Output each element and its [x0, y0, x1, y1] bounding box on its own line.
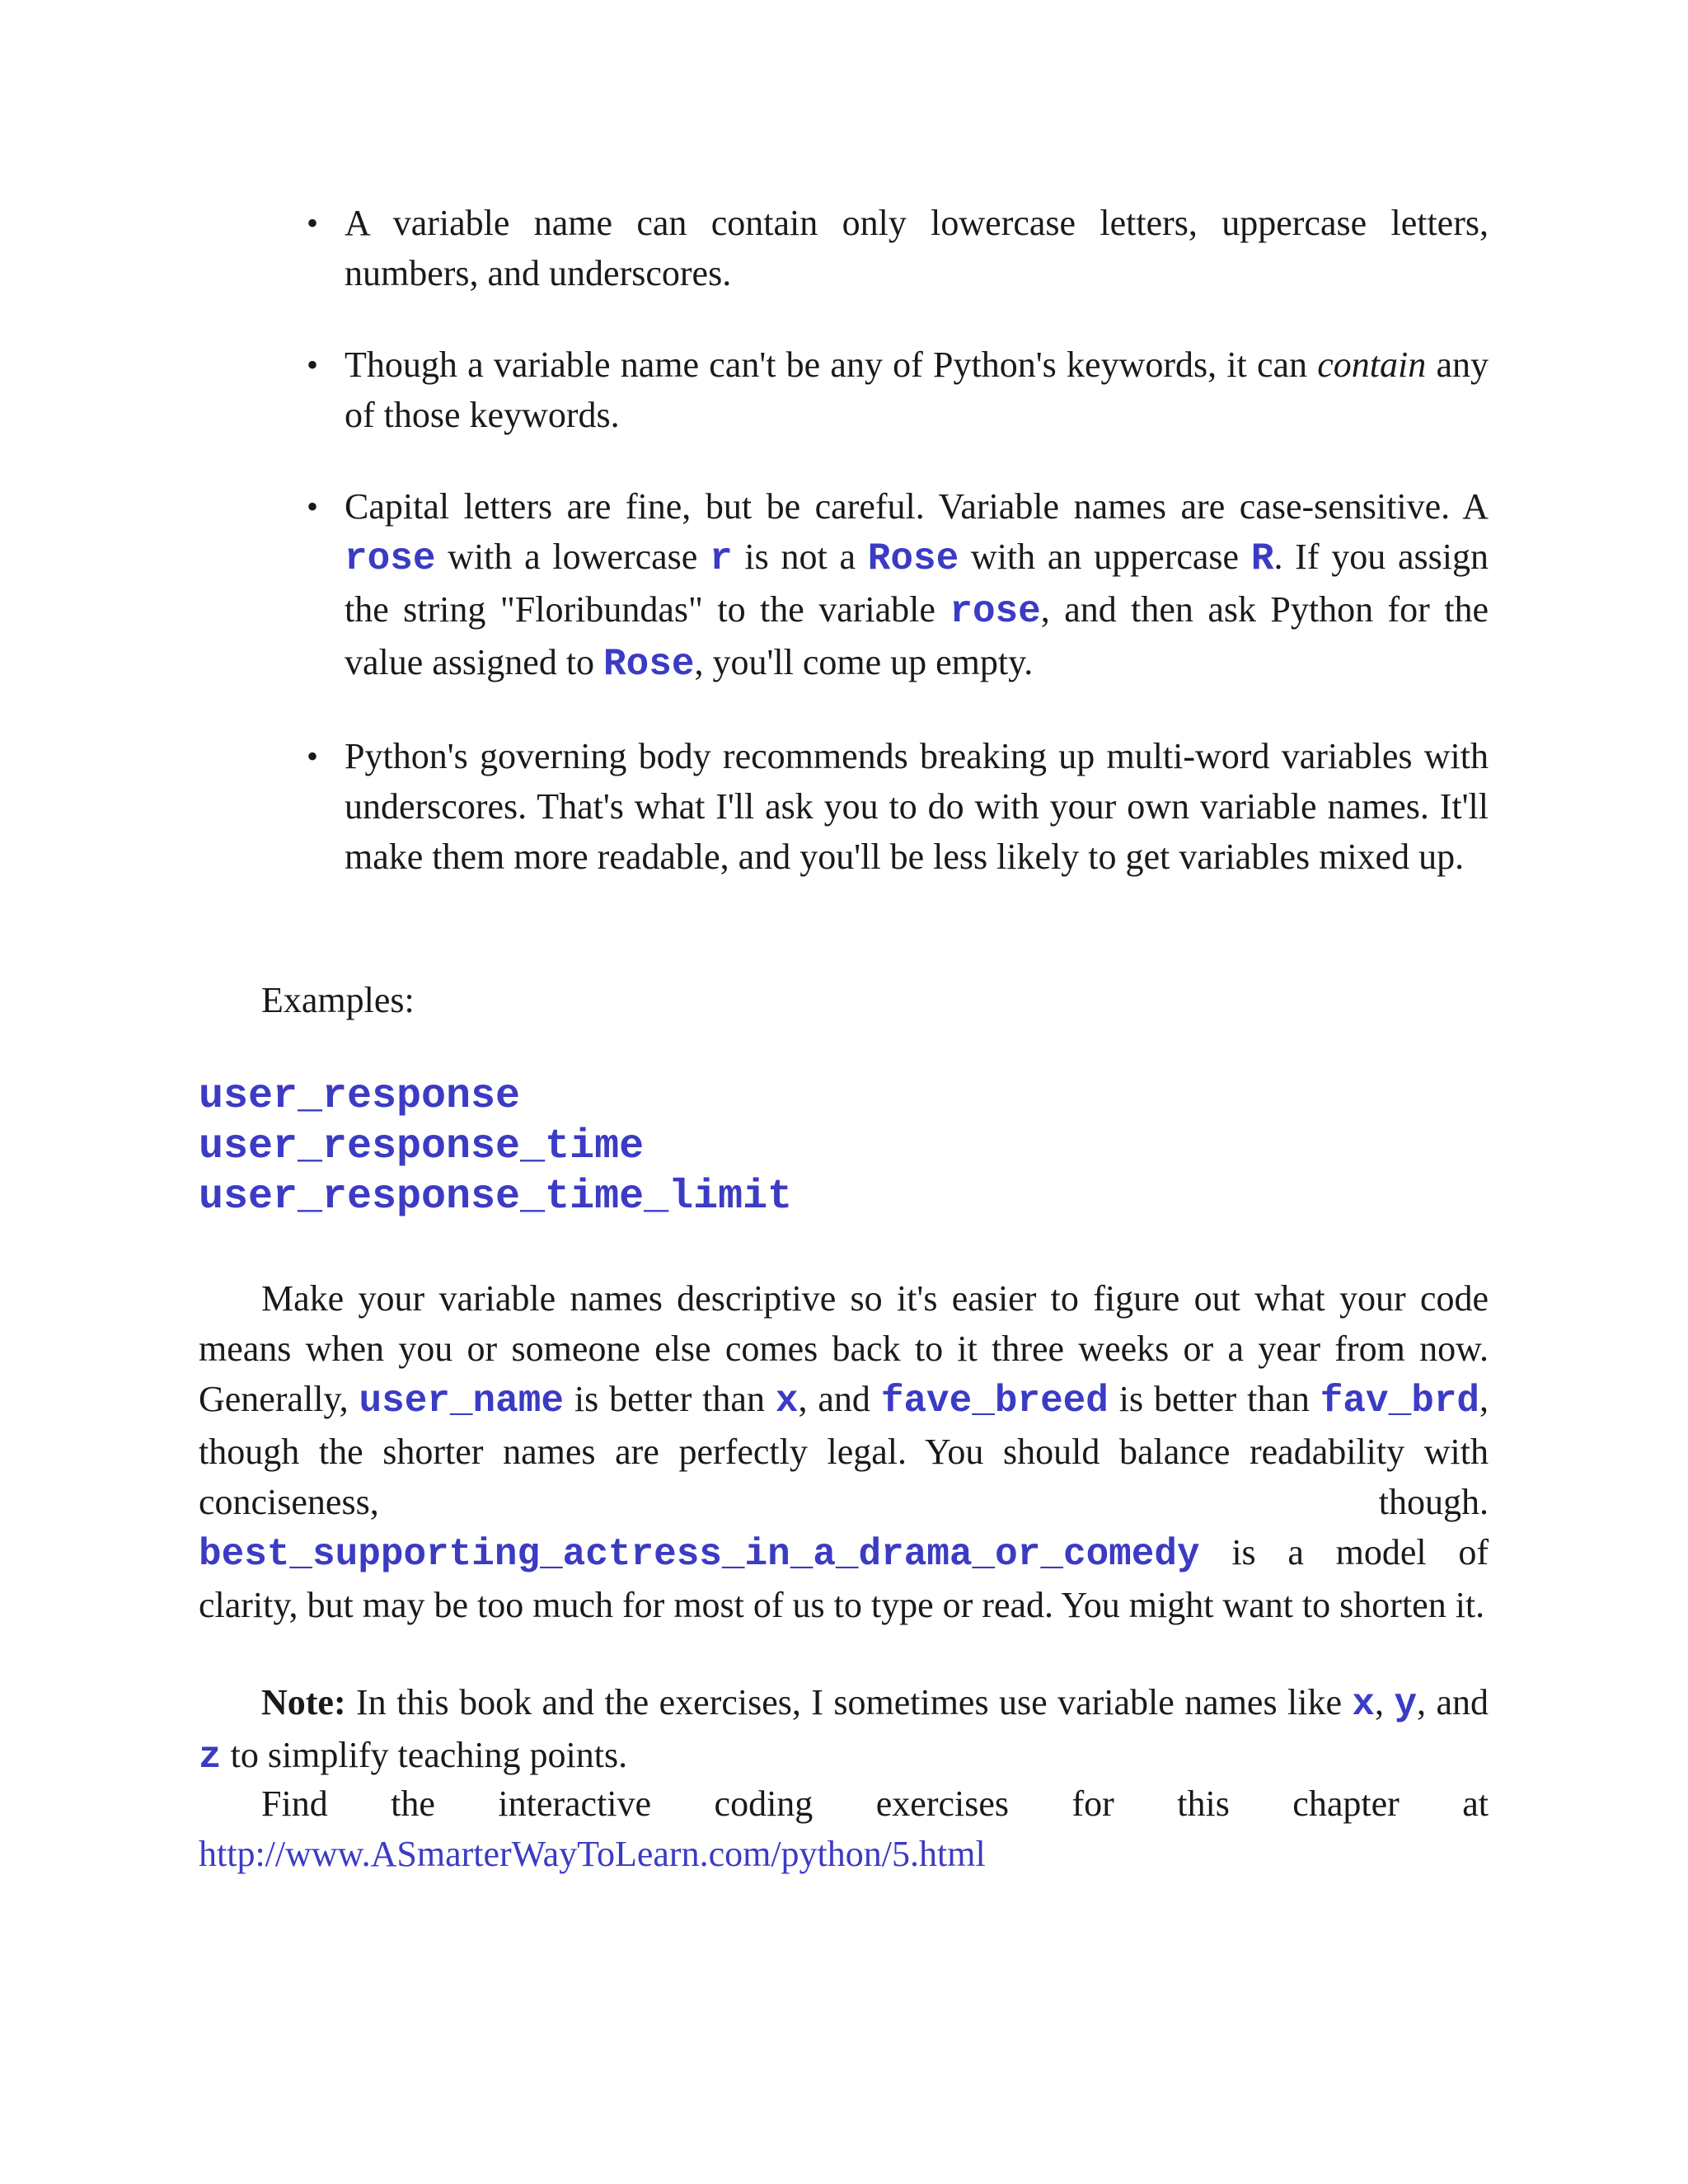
code-line: user_response_time_limit [199, 1174, 793, 1221]
inline-code: y [1394, 1683, 1418, 1726]
paragraph-text: is a model of clarity, but may be too much for most of us to type or read. You might want to shorten it. [199, 1532, 1489, 1625]
bullet-text: Python's governing body recommends breaking up multi-word variables with underscores. That's what I'll ask you to do with your own variable names. It'll make them more readable, and you'll be less likely to get variables mixed up. [345, 736, 1489, 877]
bullet-text: with an uppercase [959, 537, 1251, 577]
inline-code: z [199, 1736, 222, 1779]
inline-code: x [775, 1380, 799, 1422]
paragraph-text: In this book and the exercises, I sometimes use variable names like [345, 1682, 1353, 1722]
paragraph-text: , and [798, 1379, 881, 1419]
bullet-text: any of those keywords. [345, 344, 1489, 435]
bullet-text: is not a [732, 537, 868, 577]
paragraph-text: Make your variable names descriptive so it's easier to figure out what your code means when you or someone else comes back to it three weeks or a year from now. Generally, [199, 1278, 1489, 1419]
bullet-text: , and then ask Python for the value assigned to [345, 589, 1489, 682]
emphasis-text: contain [1317, 344, 1427, 385]
inline-code: fav_brd [1320, 1380, 1480, 1422]
bullet-text: A variable name can contain only lowercase letters, uppercase letters, numbers, and underscores. [345, 203, 1489, 293]
examples-heading: Examples: [261, 980, 415, 1020]
inline-code: rose [950, 590, 1041, 633]
code-line: user_response [199, 1073, 521, 1120]
list-item [307, 731, 1489, 882]
code-example-block [199, 1071, 792, 1222]
paragraph-text: , and [1417, 1682, 1489, 1722]
note-label: Note: [261, 1682, 346, 1722]
inline-code: R [1250, 537, 1274, 580]
paragraph-text: is better than [1108, 1379, 1320, 1419]
paragraph-text: is better than [563, 1379, 776, 1419]
inline-code: rose [345, 537, 436, 580]
inline-code: Rose [603, 643, 695, 686]
bullet-icon: • [307, 346, 319, 383]
exercises-paragraph [199, 1779, 1489, 1879]
list-item [307, 481, 1489, 690]
exercises-text: Find the interactive coding exercises for this chapter at [261, 1783, 1489, 1824]
paragraph-text: , though the shorter names are perfectly legal. You should balance readability with conciseness, though. [199, 1379, 1489, 1522]
bullet-text: Though a variable name can't be any of Python's keywords, it can [345, 344, 1318, 385]
code-line: user_response_time [199, 1123, 645, 1170]
body-paragraph [199, 1273, 1489, 1630]
paragraph-text: to simplify teaching points. [221, 1735, 628, 1775]
paragraph-text: , [1375, 1682, 1395, 1722]
inline-code: user_name [359, 1380, 564, 1422]
list-item [307, 198, 1489, 298]
bullet-text: Capital letters are fine, but be careful. Variable names are case-sensitive. A [345, 486, 1489, 527]
bullet-text: . If you assign the string "Floribundas" to the variable [345, 537, 1489, 630]
inline-code: x [1352, 1683, 1376, 1726]
bullet-text: with a lowercase [435, 537, 710, 577]
bullet-text: , you'll come up empty. [694, 642, 1034, 682]
inline-code: r [710, 537, 733, 580]
inline-code: fave_breed [880, 1380, 1109, 1422]
bullet-icon: • [307, 488, 319, 525]
list-item [307, 340, 1489, 440]
exercises-link[interactable]: http://www.ASmarterWayToLearn.com/python/5.html [199, 1834, 986, 1874]
bullet-icon: • [307, 204, 319, 241]
inline-code: best_supporting_actress_in_a_drama_or_comedy [199, 1533, 1200, 1576]
bullet-icon: • [307, 738, 319, 775]
inline-code: Rose [867, 537, 959, 580]
note-paragraph [199, 1677, 1489, 1783]
rules-bullet-list [307, 198, 1489, 923]
